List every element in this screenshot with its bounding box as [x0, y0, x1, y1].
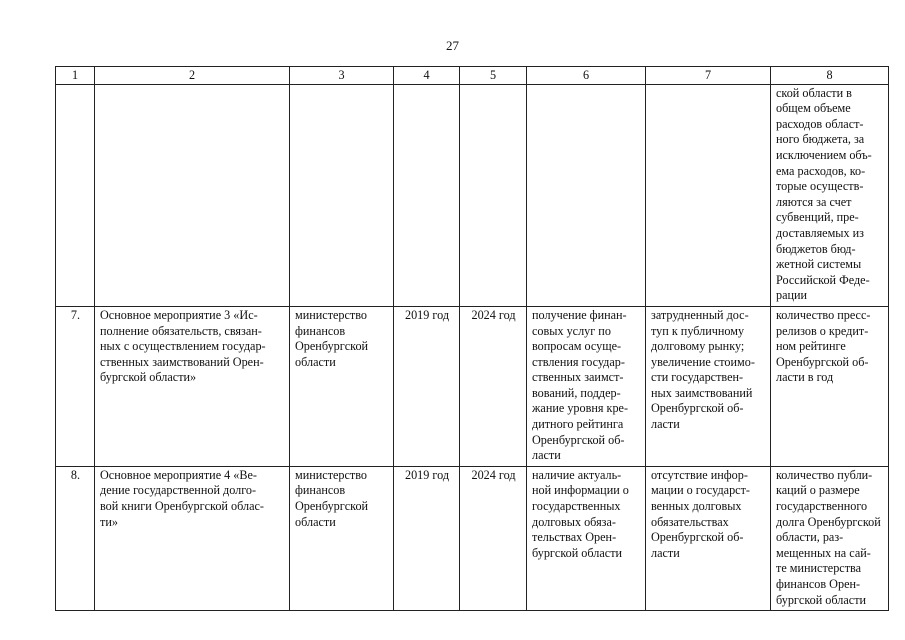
consequences: затрудненный дос- туп к публичному долговому рынку; увеличение стоимо- сти государствен- ных заимствований Оренбургской об- ласти: [646, 306, 771, 466]
empty-cell: [56, 84, 95, 306]
indicator: количество пресс- релизов о кредит- ном рейтинге Оренбургской об- ласти в год: [771, 306, 889, 466]
header-col-2: 2: [95, 67, 290, 85]
empty-cell: [95, 84, 290, 306]
header-col-7: 7: [646, 67, 771, 85]
measure-name: Основное мероприятие 4 «Ве- дение государственной долго- вой книги Оренбургской облас- ти»: [95, 466, 290, 610]
empty-cell: [460, 84, 527, 306]
header-col-5: 5: [460, 67, 527, 85]
table-row: [56, 466, 889, 610]
header-col-4: 4: [394, 67, 460, 85]
executor: министерство финансов Оренбургской области: [290, 306, 394, 466]
row-number: 8.: [56, 466, 95, 610]
end-year: 2024 год: [460, 306, 527, 466]
empty-cell: [527, 84, 646, 306]
executor: министерство финансов Оренбургской области: [290, 466, 394, 610]
header-col-8: 8: [771, 67, 889, 85]
header-col-6: 6: [527, 67, 646, 85]
indicator: количество публи- каций о размере государственного долга Оренбургской области, раз- мещенных на сай- те министерства финансов Орен- бургской области: [771, 466, 889, 610]
header-col-3: 3: [290, 67, 394, 85]
header-col-1: 1: [56, 67, 95, 85]
page-number: 27: [446, 38, 459, 53]
expected-result: наличие актуаль- ной информации о государственных долговых обяза- тельствах Орен- бургской области: [527, 466, 646, 610]
measures-table: [55, 66, 889, 611]
measure-name: Основное мероприятие 3 «Ис- полнение обязательств, связан- ных с осуществлением государ- ственных заимствований Орен- бургской области»: [95, 306, 290, 466]
start-year: 2019 год: [394, 306, 460, 466]
empty-cell: [290, 84, 394, 306]
end-year: 2024 год: [460, 466, 527, 610]
continuation-row: [56, 84, 889, 306]
empty-cell: [394, 84, 460, 306]
row-number: 7.: [56, 306, 95, 466]
start-year: 2019 год: [394, 466, 460, 610]
consequences: отсутствие инфор- мации о государст- венных долговых обязательствах Оренбургской об- ласти: [646, 466, 771, 610]
table-row: [56, 306, 889, 466]
expected-result: получение финан- совых услуг по вопросам осуще- ствления государ- ственных заимст- вований, поддер- жание уровня кре- дитного рейтинга Оренбургской об- ласти: [527, 306, 646, 466]
indicator-continuation: ской области в общем объеме расходов област- ного бюджета, за исключением объ- ема расходов, ко- торые осуществ- ляются за счет субвенций, пре- доставляемых из бюджетов бюд- жетной системы Российской Феде- рации: [771, 84, 889, 306]
empty-cell: [646, 84, 771, 306]
header-row: [56, 67, 889, 85]
